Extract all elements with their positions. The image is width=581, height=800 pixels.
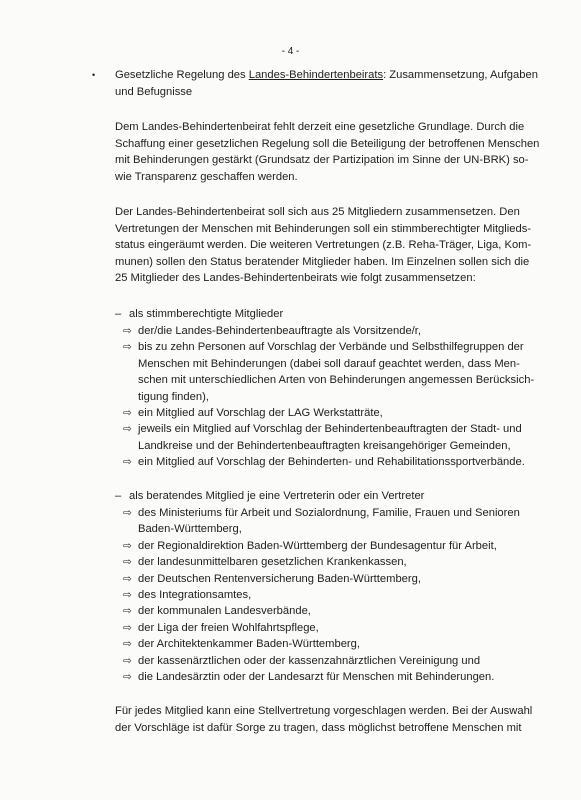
- arrow-right-icon: ⇨: [123, 621, 132, 634]
- page-number: - 4 -: [281, 46, 300, 57]
- arrow-right-icon: ⇨: [123, 605, 132, 618]
- text-line: Dem Landes-Behindertenbeirat fehlt derzeit eine gesetzliche Grundlage. Durch die: [115, 121, 525, 133]
- list-item-line: die Landesärztin oder der Landesarzt für Menschen mit Behinderungen.: [138, 671, 495, 684]
- arrow-right-icon: ⇨: [123, 671, 132, 684]
- voting-heading-text: als stimmberechtigte Mitglieder: [129, 308, 284, 320]
- paragraph-legal-basis: [115, 119, 540, 185]
- list-item-line: der landesunmittelbaren gesetzlichen Krankenkassen,: [138, 556, 407, 569]
- list-item: [123, 636, 543, 652]
- list-item: [123, 620, 543, 636]
- text-line: der Vorschläge ist dafür Sorge zu tragen, dass möglichst betroffene Menschen mit: [115, 721, 522, 734]
- list-item: [123, 669, 543, 685]
- list-item-line: der Deutschen Rentenversicherung Baden-Württemberg,: [138, 572, 421, 585]
- text-line: munen) sollen den Status beratender Mitglieder haben. Im Einzelnen sollen sich die: [115, 255, 530, 268]
- paragraph-composition: [115, 204, 532, 287]
- list-item-line: der kassenärztlichen oder der kassenzahnärztlichen Vereinigung und: [138, 654, 481, 667]
- heading-line2: und Befugnisse: [115, 85, 193, 98]
- dash-marker: –: [115, 308, 122, 320]
- voting-members-list: [123, 323, 543, 471]
- list-item-line: bis zu zehn Personen auf Vorschlag der Verbände und Selbsthilfegruppen der: [138, 341, 524, 354]
- list-item-line: jeweils ein Mitglied auf Vorschlag der Behindertenbeauftragten der Stadt- und: [138, 423, 522, 436]
- text-line: Der Landes-Behindertenbeirat soll sich aus 25 Mitgliedern zusammensetzen. Den: [115, 206, 520, 218]
- text-line: Für jedes Mitglied kann eine Stellvertretung vorgeschlagen werden. Bei der Auswahl: [115, 705, 533, 717]
- list-item: [123, 571, 543, 587]
- list-item: [123, 554, 543, 570]
- list-item: [123, 587, 543, 603]
- list-item-line: tigung finden),: [138, 390, 209, 403]
- advisory-heading-text: als beratendes Mitglied je eine Vertreterin oder ein Vertreter: [129, 490, 425, 502]
- list-item-line: der Regionaldirektion Baden-Württemberg der Bundesagentur für Arbeit,: [138, 539, 497, 552]
- section-heading: [115, 67, 538, 100]
- list-item-line: ein Mitglied auf Vorschlag der Behinderten- und Rehabilitationssportverbände.: [138, 456, 525, 469]
- arrow-right-icon: ⇨: [123, 572, 132, 585]
- arrow-right-icon: ⇨: [123, 539, 132, 552]
- text-line: Vertretungen der Menschen mit Behinderungen soll ein stimmberechtigter Mitglieds-: [115, 222, 532, 235]
- list-item-line: des Ministeriums für Arbeit und Sozialordnung, Familie, Frauen und Senioren: [138, 507, 520, 519]
- dash-marker: –: [115, 490, 122, 502]
- arrow-right-icon: ⇨: [123, 341, 132, 354]
- arrow-right-icon: ⇨: [123, 654, 132, 667]
- list-item-line: der kommunalen Landesverbände,: [138, 605, 311, 618]
- list-item-line: der/die Landes-Behindertenbeauftragte als Vorsitzende/r,: [138, 325, 421, 337]
- list-item-line: Baden-Württemberg,: [138, 523, 242, 536]
- arrow-right-icon: ⇨: [123, 456, 132, 469]
- arrow-right-icon: ⇨: [123, 423, 132, 436]
- list-item: [123, 323, 543, 339]
- list-item-line: der Architektenkammer Baden-Württemberg,: [138, 638, 360, 651]
- list-item: [123, 405, 543, 421]
- list-item: [123, 505, 543, 538]
- paragraph-deputies: [115, 703, 533, 736]
- list-item-line: der Liga der freien Wohlfahrtspflege,: [138, 621, 319, 634]
- list-item: [123, 421, 543, 454]
- arrow-right-icon: ⇨: [123, 556, 132, 569]
- advisory-members-list: [123, 505, 543, 685]
- text-line: 25 Mitglieder des Landes-Behindertenbeirats wie folgt zusammensetzen:: [115, 272, 476, 285]
- text-line: Schaffung einer gesetzlichen Regelung soll die Beteiligung der betroffenen Menschen: [115, 137, 540, 150]
- list-item: [123, 454, 543, 470]
- arrow-right-icon: ⇨: [123, 507, 132, 519]
- bullet-icon: •: [92, 70, 96, 80]
- text-line: mit Behinderungen gestärkt (Grundsatz der Partizipation im Sinne der UN-BRK) so-: [115, 154, 529, 167]
- list-item: [123, 339, 543, 405]
- heading-suffix: : Zusammensetzung, Aufgaben: [383, 69, 538, 81]
- list-item-line: Menschen mit Behinderungen (dabei soll darauf geachtet werden, dass Men-: [138, 357, 520, 370]
- list-item: [123, 653, 543, 669]
- heading-prefix: Gesetzliche Regelung des: [115, 69, 249, 81]
- arrow-right-icon: ⇨: [123, 589, 132, 602]
- list-item-line: schen mit unterschiedlichen Arten von Behinderungen angemessen Berücksich-: [138, 374, 535, 387]
- list-item: [123, 538, 543, 554]
- list-item: [123, 603, 543, 619]
- arrow-right-icon: ⇨: [123, 407, 132, 420]
- arrow-right-icon: ⇨: [123, 638, 132, 651]
- heading-underlined: Landes-Behindertenbeirats: [248, 69, 384, 81]
- list-item-line: ein Mitglied auf Vorschlag der LAG Werkstatträte,: [138, 407, 383, 420]
- text-line: wie Transparenz geschaffen werden.: [115, 170, 298, 183]
- list-item-line: Landkreise und der Behindertenbeauftragten kreisangehöriger Gemeinden,: [138, 439, 511, 452]
- text-line: status eingeräumt werden. Die weiteren Vertretungen (z.B. Reha-Träger, Liga, Kom-: [115, 239, 532, 252]
- arrow-right-icon: ⇨: [123, 325, 132, 337]
- list-item-line: des Integrationsamtes,: [138, 589, 252, 602]
